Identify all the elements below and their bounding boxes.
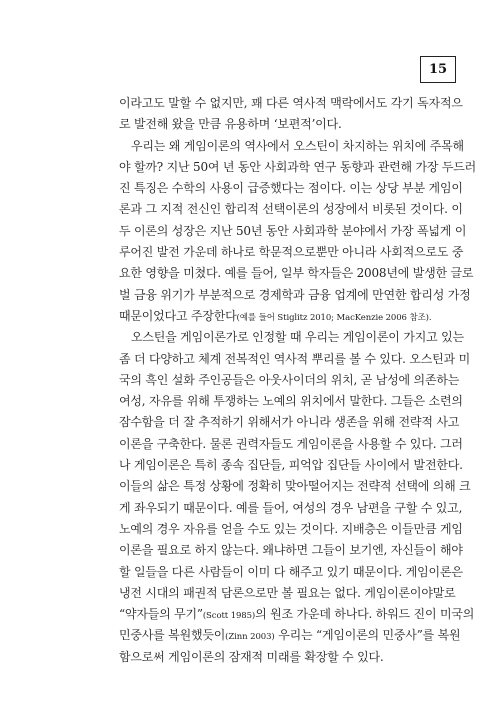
text-line xyxy=(119,625,461,646)
text-line xyxy=(119,285,471,306)
body-text xyxy=(119,93,477,668)
citation-text: (예를 들어 Stiglitz 2010; MacKenzie 2006 참조). xyxy=(236,312,432,323)
text-line xyxy=(119,583,456,604)
text-line xyxy=(119,263,474,284)
text-line xyxy=(119,434,463,455)
text-line xyxy=(119,540,463,561)
line-text: 나 게임이론은 특히 종속 집단들, 피억압 집단들 사이에서 발전한다. xyxy=(119,458,463,473)
line-text: 냉전 시대의 패권적 담론으로만 볼 필요는 없다. 게임이론이야말로 xyxy=(119,585,456,600)
text-line xyxy=(119,562,463,583)
text-line xyxy=(119,136,464,157)
text-line xyxy=(119,93,463,114)
line-text-continued: 우리는 “게임이론의 민중사”를 복원 xyxy=(274,628,461,643)
text-line xyxy=(119,412,460,433)
line-text: 진 특징은 수학의 사용이 급증했다는 점이다. 이는 상당 부분 게임이 xyxy=(119,181,463,196)
line-text: 루어진 발전 가운데 하나로 학문적으로뿐만 아니라 사회적으로도 중 xyxy=(119,245,464,260)
text-line xyxy=(119,391,463,412)
text-line xyxy=(119,199,463,220)
text-line xyxy=(119,221,467,242)
line-text-continued: 의 원조 가운데 하나다. 하워드 진이 미국의 xyxy=(255,607,475,622)
text-line xyxy=(119,604,475,625)
text-line xyxy=(119,327,464,348)
text-line xyxy=(119,242,464,263)
line-text: 여성, 자유를 위해 투쟁하는 노예의 위치에서 말한다. 그들은 소련의 xyxy=(119,394,463,409)
paragraph xyxy=(119,93,463,136)
text-line xyxy=(119,476,471,497)
line-text: 함으로써 게임이론의 잠재적 미래를 확장할 수 있다. xyxy=(119,649,384,664)
line-text: 야 할까? 지난 50여 년 동안 사회과학 연구 동향과 관련해 가장 두드러 xyxy=(119,159,477,174)
line-text: 게 좌우되기 때문이다. 예를 들어, 여성의 경우 남편을 구할 수 있고, xyxy=(119,500,463,515)
line-text: 두 이론의 성장은 지난 50년 동안 사회과학 분야에서 가장 폭넓게 이 xyxy=(119,223,467,238)
text-line xyxy=(119,455,463,476)
line-text: 좀 더 다양하고 체계 전복적인 역사적 뿌리를 볼 수 있다. 오스틴과 미 xyxy=(119,351,470,366)
text-line xyxy=(119,519,463,540)
line-text: 국의 흑인 설화 주인공들은 아웃사이더의 위치, 곧 남성에 의존하는 xyxy=(119,372,460,387)
line-text: 할 일들을 다른 사람들이 이미 다 해주고 있기 때문이다. 게임이론은 xyxy=(119,564,463,579)
text-line xyxy=(119,114,449,135)
line-text: 이론을 필요로 하지 않는다. 왜냐하면 그들이 보기엔, 자신들이 해야 xyxy=(119,543,463,558)
line-text: 오스틴을 게임이론가로 인정할 때 우리는 게임이론이 가지고 있는 xyxy=(131,330,464,345)
text-line xyxy=(119,498,463,519)
line-text: 요한 영향을 미쳤다. 예를 들어, 일부 학자들은 2008년에 발생한 글로 xyxy=(119,266,474,281)
text-line xyxy=(119,647,449,668)
text-line xyxy=(119,178,463,199)
text-line xyxy=(119,157,477,178)
text-line xyxy=(119,306,449,327)
line-text: 우리는 왜 게임이론의 역사에서 오스틴이 차지하는 위치에 주목해 xyxy=(131,138,464,153)
line-text: “약자들의 무기” xyxy=(119,607,203,622)
line-text: 이라고도 말할 수 없지만, 꽤 다른 역사적 맥락에서도 각기 독자적으 xyxy=(119,96,463,110)
line-text: 벌 금융 위기가 부분적으로 경제학과 금융 업계에 만연한 합리성 가정 xyxy=(119,287,471,302)
line-text: 론과 그 지적 전신인 합리적 선택이론의 성장에서 비롯된 것이다. 이 xyxy=(119,202,463,217)
page-number: 15 xyxy=(420,56,456,83)
line-text: 이론을 구축한다. 물론 권력자들도 게임이론을 사용할 수 있다. 그러 xyxy=(119,436,463,451)
line-text: 잠수함을 더 잘 추적하기 위해서가 아니라 생존을 위해 전략적 사고 xyxy=(119,415,460,430)
line-text: 때문이었다고 주장한다 xyxy=(119,308,237,323)
citation-text: (Scott 1985) xyxy=(202,611,256,622)
paragraph xyxy=(119,136,477,328)
text-line xyxy=(119,370,460,391)
text-line xyxy=(119,349,470,370)
line-text: 이들의 삶은 특정 상황에 정확히 맞아떨어지는 전략적 선택에 의해 크 xyxy=(119,479,471,494)
paragraph xyxy=(119,327,475,668)
line-text: 로 발전해 왔을 만큼 유용하며 ‘보편적’이다. xyxy=(119,117,342,132)
line-text: 노예의 경우 자유를 얻을 수도 있는 것이다. 지배층은 이들만큼 게임 xyxy=(119,521,463,536)
line-text: 민중사를 복원했듯이 xyxy=(119,628,226,643)
citation-text: (Zinn 2003) xyxy=(225,632,275,643)
